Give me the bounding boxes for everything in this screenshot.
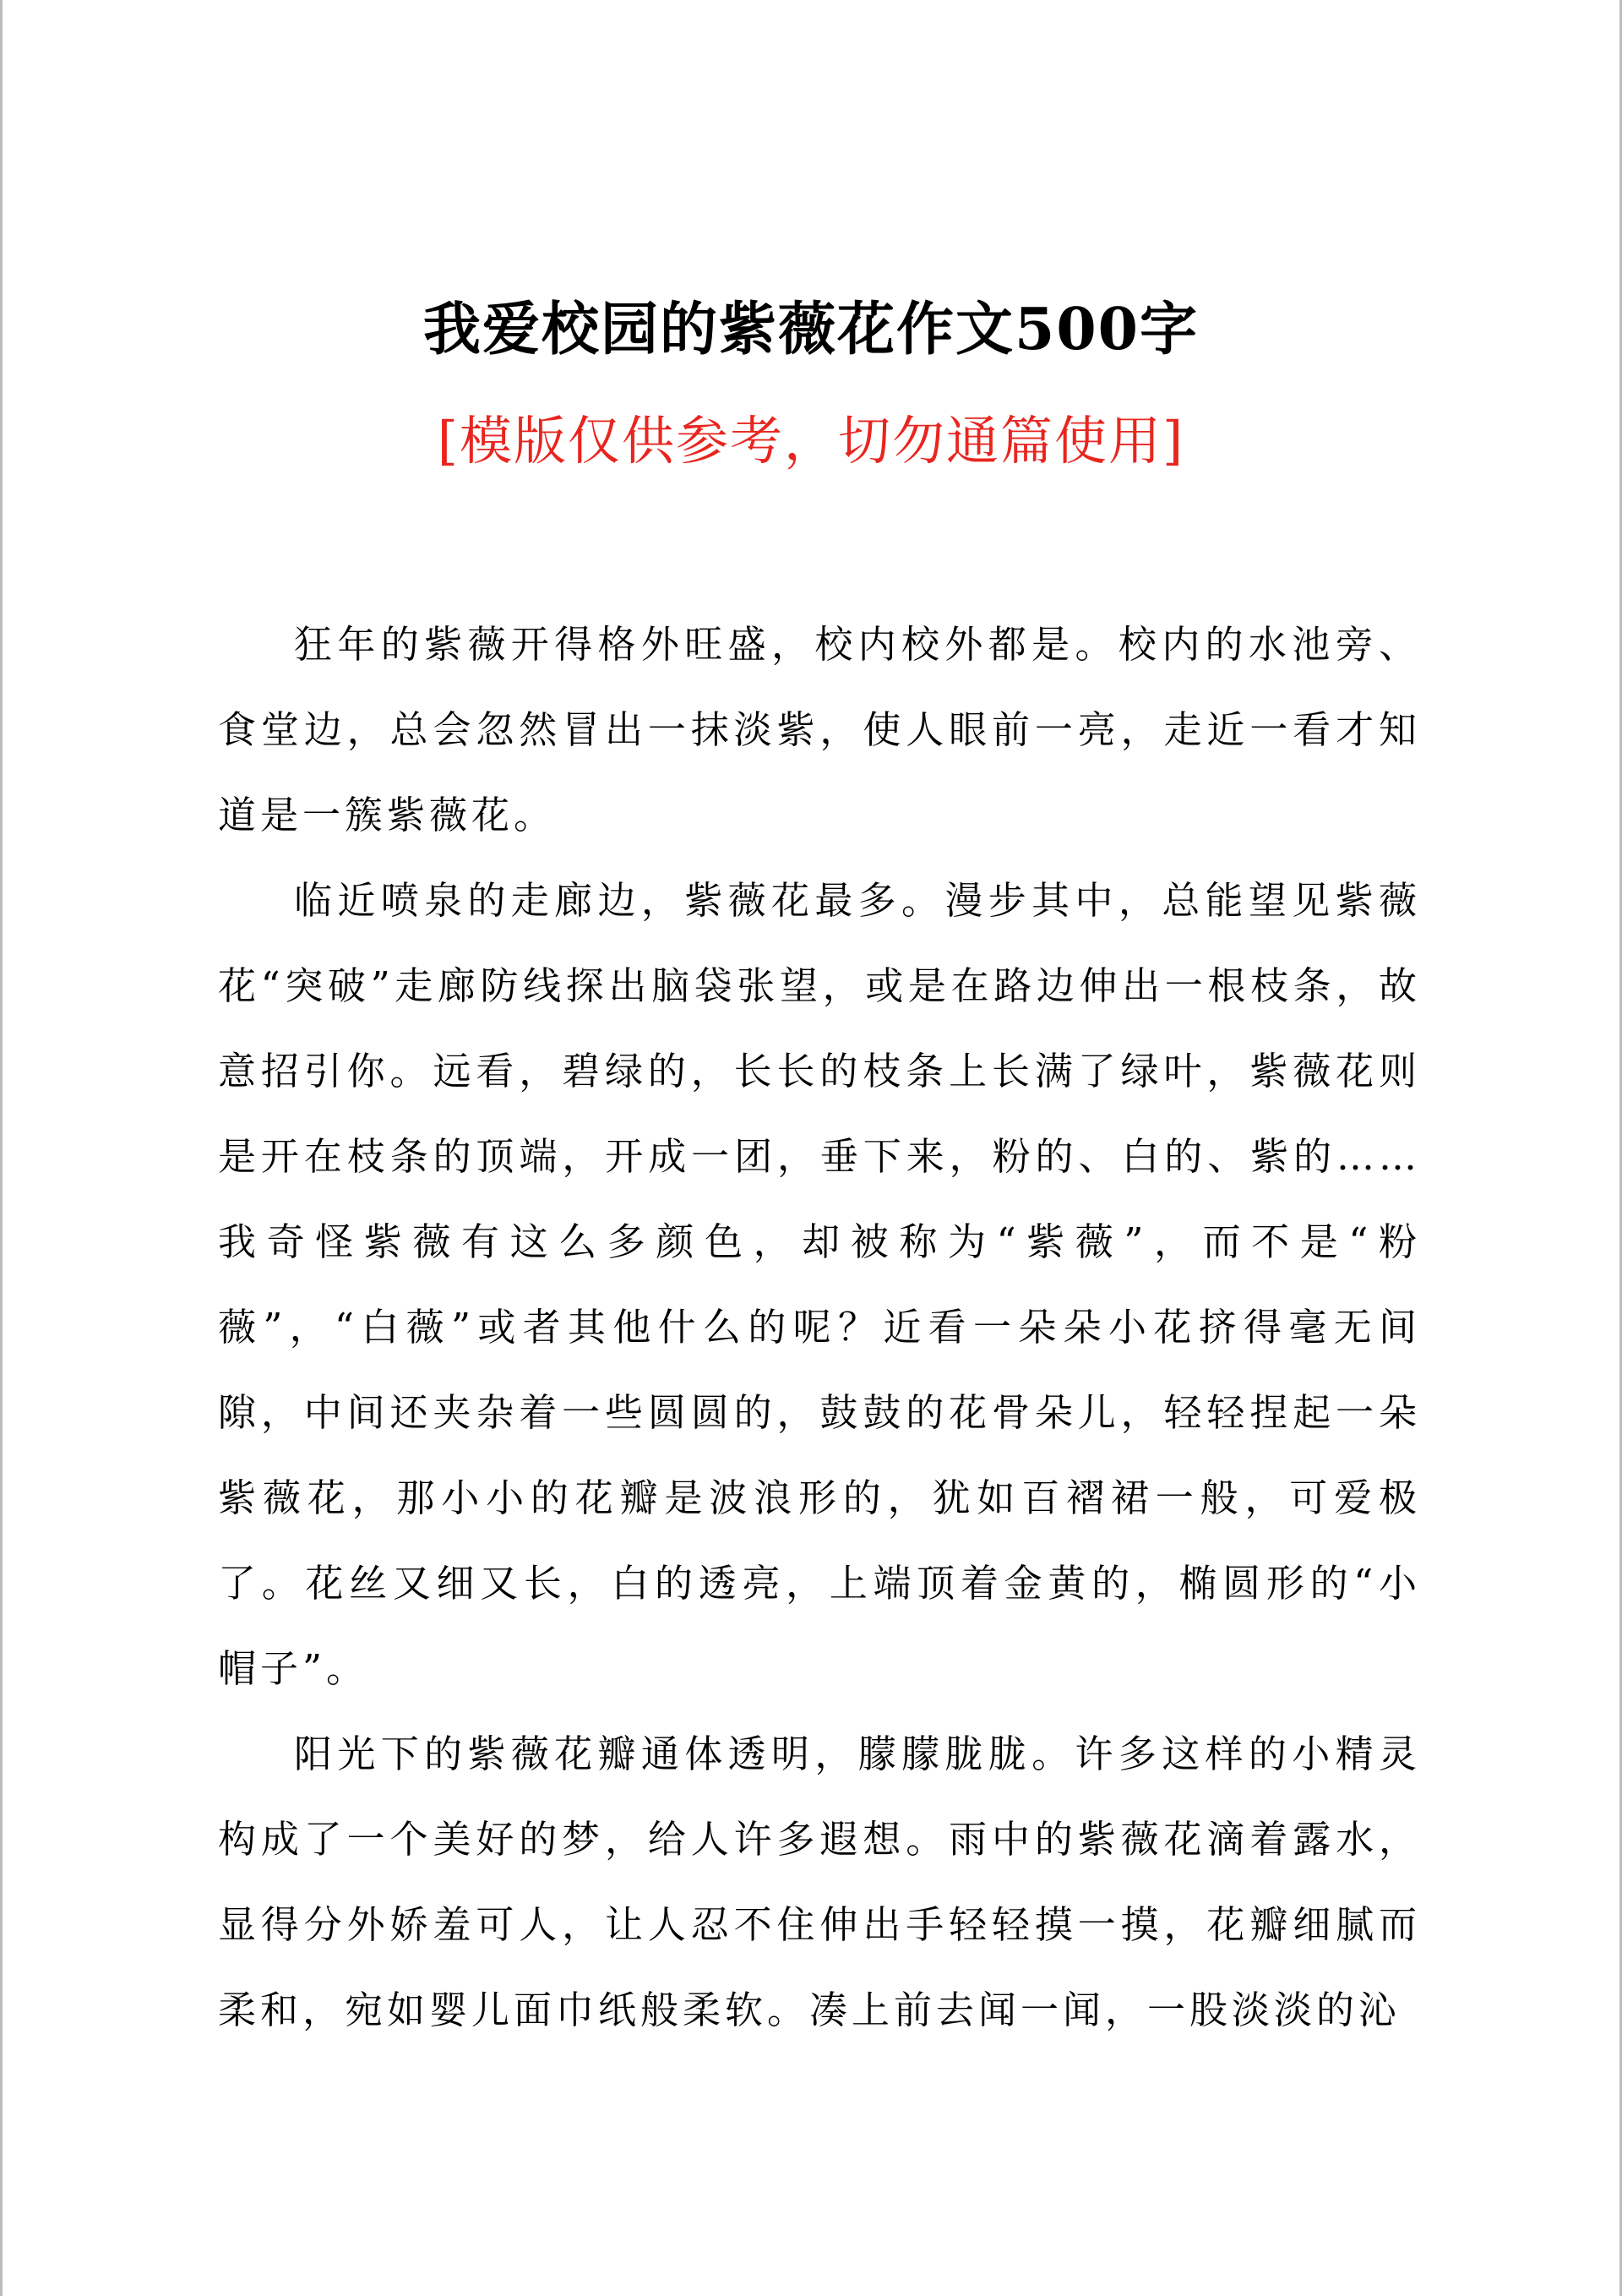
paragraph-2: 临近喷泉的走廊边，紫薇花最多。漫步其中，总能望见紫薇花“突破”走廊防线探出脑袋张望，或是在路边伸出一根枝条，故意招引你。远看，碧绿的，长长的枝条上长满了绿叶，紫薇花则是开在枝条的顶端，开成一团，垂下来，粉的、白的、紫的……我奇怪紫薇有这么多颜色，却被称为“紫薇”，而不是“粉薇”，“白薇”或者其他什么的呢？近看一朵朵小花挤得毫无间隙，中间还夹杂着一些圆圆的，鼓鼓的花骨朵儿，轻轻捏起一朵紫薇花，那小小的花瓣是波浪形的，犹如百褶裙一般，可爱极了。花丝又细又长，白的透亮，上端顶着金黄的，椭圆形的“小帽子”。 — [218, 878, 1421, 1691]
paragraph-1: 狂年的紫薇开得格外旺盛，校内校外都是。校内的水池旁、食堂边，总会忽然冒出一抹淡紫，使人眼前一亮，走近一看才知道是一簇紫薇花。 — [218, 622, 1421, 837]
document-subtitle: [模版仅供参考，切勿通篇使用] — [437, 410, 1185, 472]
paragraph-3: 阳光下的紫薇花瓣通体透明，朦朦胧胧。许多这样的小精灵构成了一个美好的梦，给人许多遐想。雨中的紫薇花滴着露水，显得分外娇羞可人，让人忍不住伸出手轻轻摸一摸，花瓣细腻而柔和，宛如婴儿面巾纸般柔软。凑上前去闻一闻，一股淡淡的沁 — [218, 1732, 1421, 2032]
document-title: 我爱校园的紫薇花作文500字 — [423, 296, 1199, 363]
document-body — [218, 602, 1421, 2053]
